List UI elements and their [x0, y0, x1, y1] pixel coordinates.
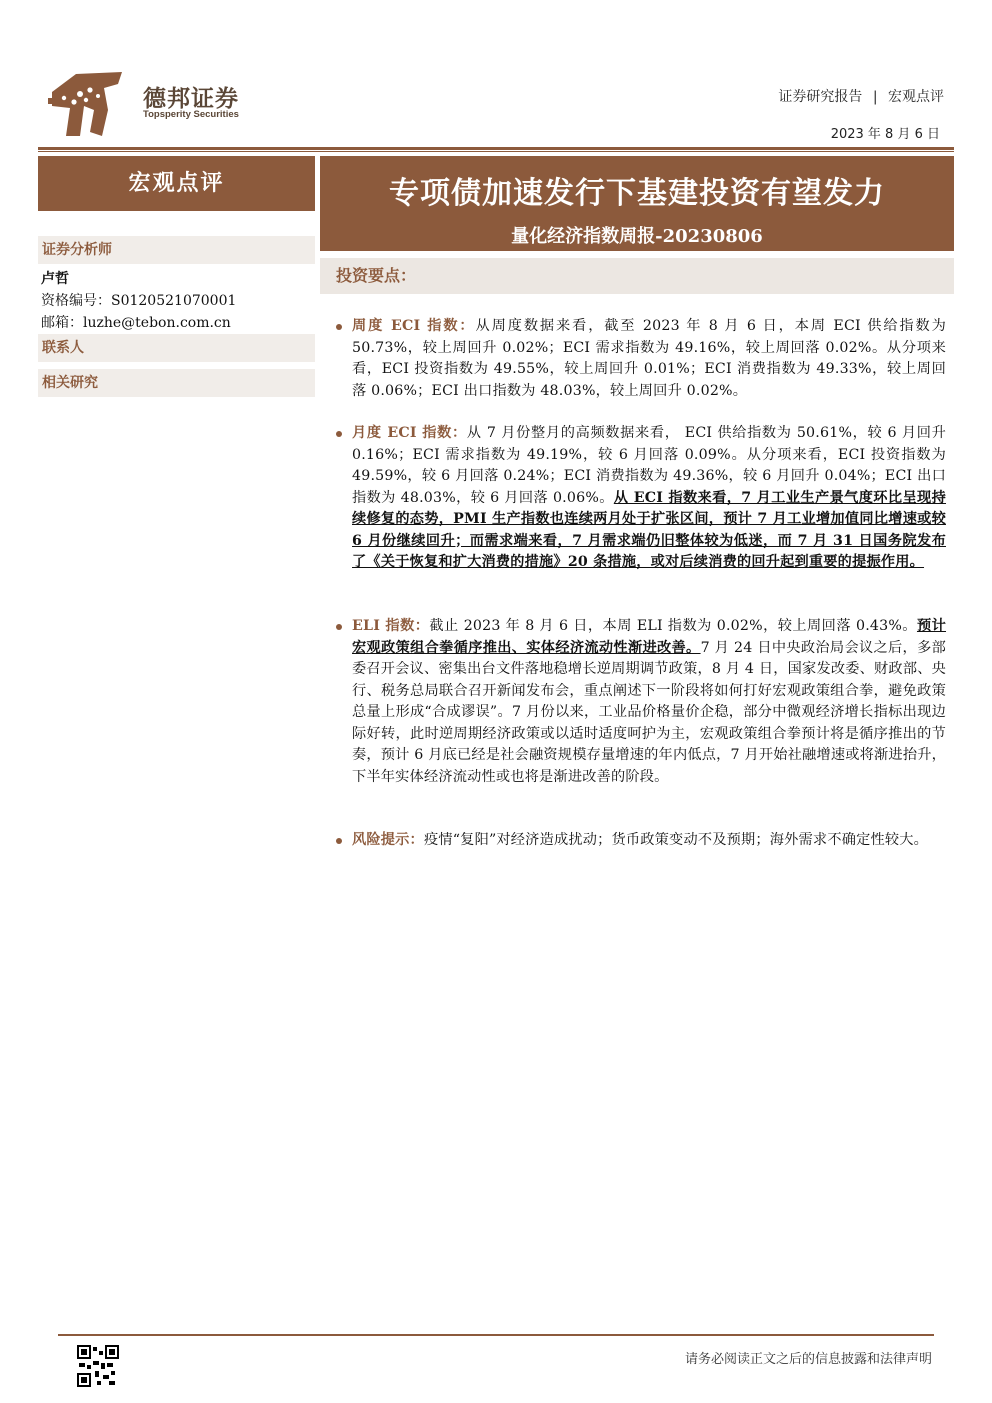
- category-banner: 宏观点评: [38, 156, 315, 211]
- bullet-tail: 7 月 24 日中央政治局会议之后，多部委召开会议、密集出台文件落地稳增长逆周期调节政策，8 月 4 日，国家发改委、财政部、央行、税务总局联合召开新闻发布会，重点阐述下一阶段将如何打好宏观政策组合拳，避免政策总量上形成“合成谬误”。7 月份以来，工业品价格量价企稳，部分中微观经济增长指标出现边际好转，此时逆周期经济政策或以适时适度呵护为主，宏观政策组合拳预计将是循序推出的节奏，预计 6 月底已经是社会融资规模存量增速的年内低点，7 月开始社融增速或将渐进抬升，下半年实体经济流动性或也将是渐进改善的阶段。: [352, 639, 946, 785]
- bullet-text: 截止 2023 年 8 月 6 日，本周 ELI 指数为 0.02%，较上周回落 0.43%。: [429, 618, 917, 634]
- bullet-weekly-eci: [336, 316, 946, 402]
- separator: |: [872, 89, 878, 105]
- bullet-paragraph: [352, 316, 946, 402]
- bullet-risk: [336, 830, 946, 852]
- bullet-paragraph: [352, 616, 946, 788]
- analyst-label: 证券分析师: [38, 236, 315, 264]
- footer-divider: [58, 1334, 934, 1336]
- bullet-text: 从 7 月份整月的高频数据来看， ECI 供给指数为 50.61%，较 6 月回升 0.16%；ECI 需求指数为 49.19%，较 6 月回落 0.09%。从分项来看，ECI 投资指数为 49.59%，较 6 月回落 0.24%；ECI 消费指数为 49.36%，较 6 月回升 0.04%；ECI 出口指数为 48.03%，较 6 月回落 0.06%。: [352, 425, 946, 506]
- report-subtitle: 量化经济指数周报-20230806: [511, 226, 763, 247]
- bullet-lead: 周度 ECI 指数：: [352, 318, 476, 334]
- bullet-monthly-eci: [336, 423, 946, 574]
- bullet-dot: [336, 324, 342, 330]
- bullet-lead: 风险提示：: [352, 832, 424, 848]
- bullet-dot: [336, 838, 342, 844]
- header-divider-thin: [38, 151, 954, 152]
- report-title: 专项债加速发行下基建投资有望发力: [389, 176, 885, 211]
- disclaimer-note: 请务必阅读正文之后的信息披露和法律声明: [684, 1352, 932, 1367]
- related-research-label: 相关研究: [38, 369, 315, 397]
- company-logo: [44, 70, 124, 138]
- analyst-cert: 资格编号：S0120521070001: [41, 293, 237, 309]
- section-header-investment: 投资要点：: [320, 258, 954, 294]
- title-banner: [320, 156, 954, 251]
- bullet-text: 从周度数据来看，截至 2023 年 8 月 6 日，本周 ECI 供给指数为 50.73%，较上周回升 0.02%；ECI 需求指数为 49.16%，较上周回落 0.02%。从分项来看，ECI 投资指数为 49.55%，较上周回升 0.01%；ECI 消费指数为 49.33%，较上周回落 0.06%；ECI 出口指数为 48.03%，较上周回升 0.02%。: [352, 318, 946, 399]
- report-type-line: [778, 86, 944, 106]
- header-divider: [38, 147, 954, 150]
- bullet-eli: [336, 616, 946, 788]
- bullet-dot: [336, 431, 342, 437]
- report-type: 证券研究报告: [778, 89, 863, 105]
- report-date: 2023 年 8 月 6 日: [830, 127, 940, 142]
- qr-code-icon[interactable]: [77, 1345, 119, 1387]
- bullet-highlight: 预计宏观政策组合拳循序推出、实体经济流动性渐进改善。: [352, 618, 947, 656]
- bullet-lead: ELI 指数：: [352, 618, 430, 634]
- bullet-highlight: 从 ECI 指数来看，7 月工业生产景气度环比呈现持续修复的态势，PMI 生产指数也连续两月处于扩张区间，预计 7 月工业增加值同比增速或较 6 月份继续回升；而需求端来看，7 月需求端仍旧整体较为低迷，而 7 月 31 日国务院发布了《关于恢复和扩大消费的措施》20 条措施，或对后续消费的回升起到重要的提振作用。: [352, 489, 947, 570]
- brand-name-en: Topsperity Securities: [143, 109, 239, 120]
- bullet-paragraph: [352, 830, 946, 852]
- contact-label: 联系人: [38, 334, 315, 362]
- bullet-lead: 月度 ECI 指数：: [352, 425, 467, 441]
- bullet-paragraph: [352, 423, 946, 574]
- bullet-dot: [336, 624, 342, 630]
- report-category: 宏观点评: [888, 89, 944, 105]
- bullet-text: 疫情“复阳”对经济造成扰动；货币政策变动不及预期；海外需求不确定性较大。: [423, 832, 929, 848]
- analyst-email[interactable]: 邮箱：luzhe@tebon.com.cn: [41, 315, 231, 331]
- analyst-name: 卢哲: [41, 271, 69, 287]
- brand-name-cn: 德邦证券: [143, 86, 239, 112]
